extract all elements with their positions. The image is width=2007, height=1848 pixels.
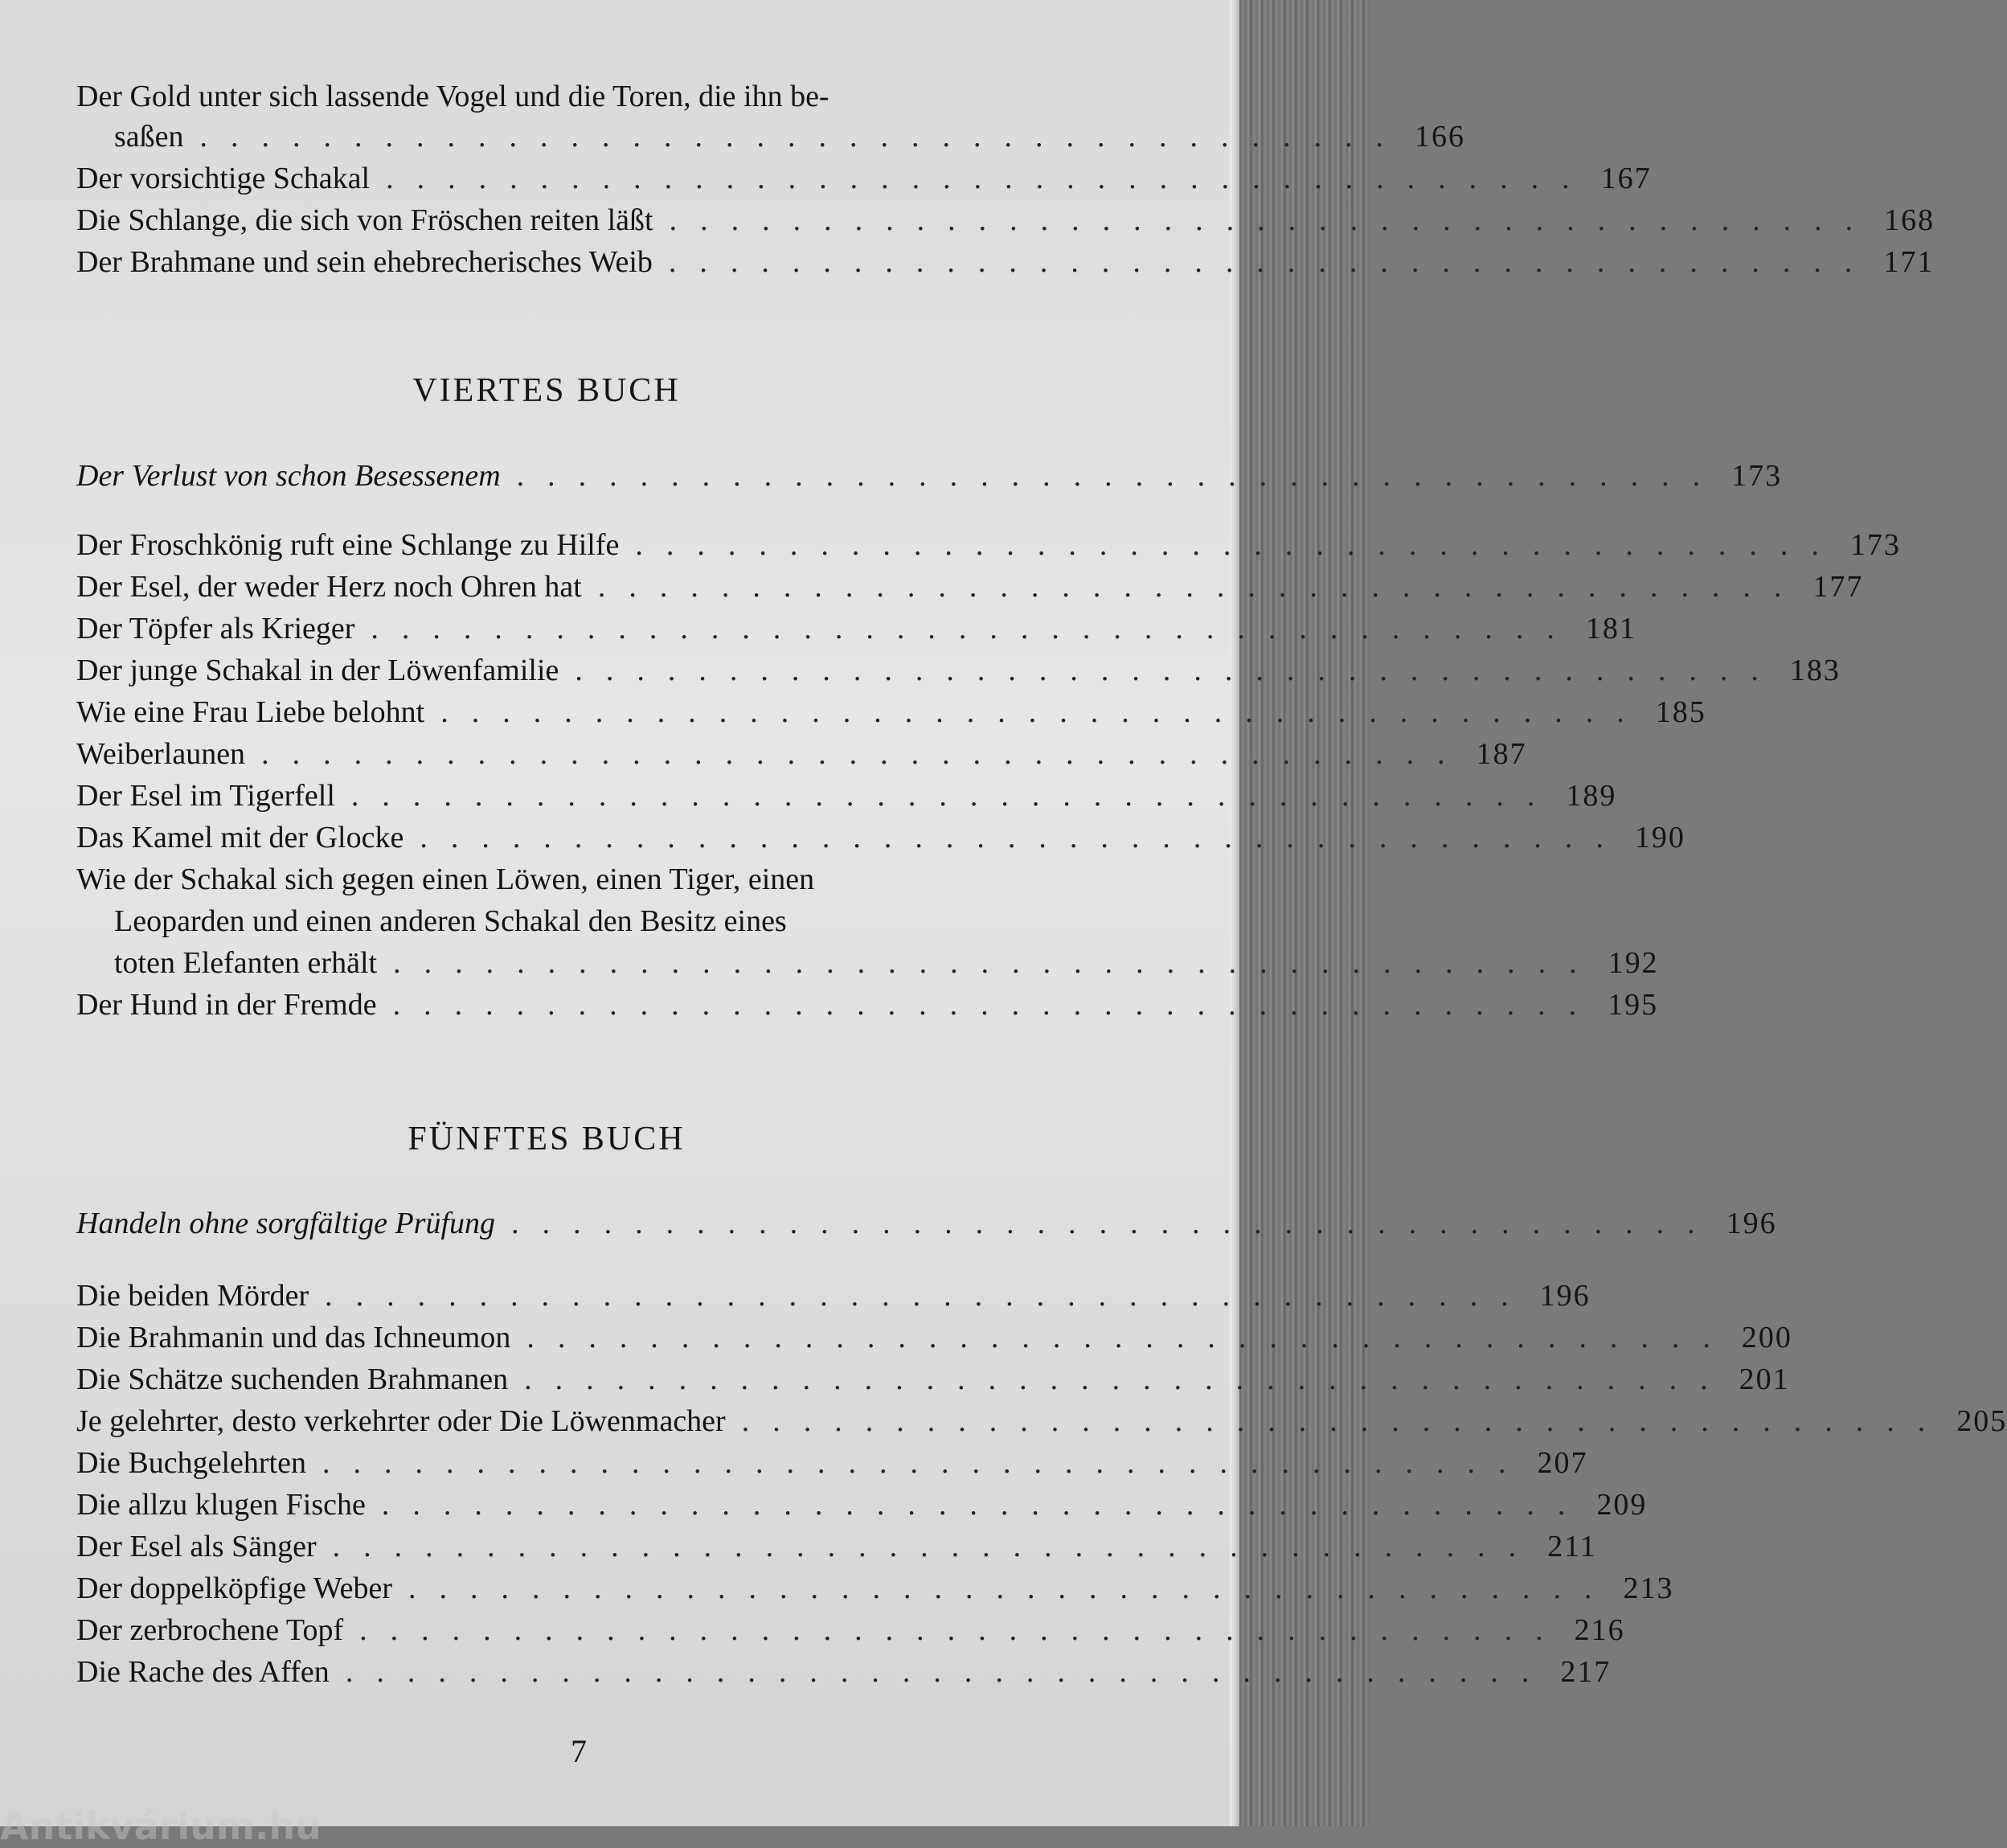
dot-leader: ....................................... xyxy=(261,737,1468,771)
toc-entry-page: 217 xyxy=(1560,1655,1612,1689)
dot-leader: ....................................... xyxy=(345,1655,1553,1689)
toc-entry xyxy=(76,1445,1588,1487)
toc-entry xyxy=(76,1612,1625,1654)
toc-entry xyxy=(76,611,1636,653)
toc-entry xyxy=(76,1278,1591,1320)
toc-entry xyxy=(76,778,1617,820)
section-heading-book-4: VIERTES BUCH xyxy=(412,372,681,409)
toc-entry-page: 195 xyxy=(1608,988,1659,1022)
dot-leader: ....................................... xyxy=(440,695,1648,729)
toc-entry-page: 181 xyxy=(1585,612,1636,645)
dot-leader: ....................................... xyxy=(325,1279,1532,1313)
dot-leader: ....................................... xyxy=(408,1571,1616,1605)
toc-entry-title: Wie eine Frau Liebe belohnt xyxy=(76,695,425,729)
toc-entry-title: Die Schätze suchenden Brahmanen xyxy=(76,1362,509,1396)
toc-entry-page: 196 xyxy=(1539,1279,1591,1313)
toc-entry-page: 168 xyxy=(1884,203,1935,237)
toc-entry xyxy=(76,527,1901,569)
toc-entry-title-line: Der Gold unter sich lassende Vogel und die Toren, die ihn be- xyxy=(76,80,829,113)
toc-entry-page: 200 xyxy=(1741,1321,1792,1354)
toc-entry-page: 166 xyxy=(1415,120,1466,154)
dot-leader: ....................................... xyxy=(669,203,1877,237)
toc-entry-page: 196 xyxy=(1726,1207,1777,1240)
dot-leader: ....................................... xyxy=(575,654,1782,687)
toc-entry-title: Handeln ohne sorgfältige Prüfung xyxy=(76,1207,496,1240)
toc-entry-title-line: Wie der Schakal sich gegen einen Löwen, einen Tiger, einen xyxy=(76,863,815,896)
dot-leader: ....................................... xyxy=(322,1446,1530,1480)
toc-entry-page: 201 xyxy=(1739,1362,1790,1396)
toc-entry-title: Die allzu klugen Fische xyxy=(76,1488,366,1522)
dot-leader: ....................................... xyxy=(524,1362,1731,1396)
section-heading-book-5: FÜNFTES BUCH xyxy=(408,1121,686,1158)
toc-entry xyxy=(114,945,1659,987)
toc-entry-page: 216 xyxy=(1574,1613,1625,1647)
toc-entry-title: Der vorsichtige Schakal xyxy=(76,162,371,195)
toc-entry-title: Die Brahmanin und das Ichneumon xyxy=(76,1321,511,1354)
toc-entry-page: 209 xyxy=(1596,1488,1648,1522)
toc-entry xyxy=(76,1571,1674,1612)
dot-leader: ....................................... xyxy=(526,1321,1734,1354)
toc-entry xyxy=(76,987,1659,1029)
toc-entry-title: Der Verlust von schon Besessenem xyxy=(76,459,501,493)
toc-frame-story xyxy=(76,1206,1777,1248)
toc-entry xyxy=(76,736,1527,778)
toc-entry-page: 190 xyxy=(1634,821,1685,854)
toc-entry-page: 213 xyxy=(1623,1571,1674,1605)
toc-entry xyxy=(76,1654,1612,1696)
toc-entry-title: Der Töpfer als Krieger xyxy=(76,612,355,645)
toc-entry-page: 211 xyxy=(1547,1530,1597,1563)
dot-leader: ....................................... xyxy=(420,821,1627,854)
toc-entry xyxy=(114,119,1466,161)
toc-entry xyxy=(76,1529,1597,1571)
watermark-text: Antikvárium.hu xyxy=(0,1805,322,1848)
toc-entry-page: 173 xyxy=(1849,528,1901,562)
toc-entry-title: Der junge Schakal in der Löwenfamilie xyxy=(76,654,559,687)
dot-leader: ....................................... xyxy=(393,946,1600,980)
toc-entry xyxy=(76,820,1685,862)
toc-entry-title: Der doppelköpfige Weber xyxy=(76,1571,392,1605)
toc-entry-title: Der Brahmane und sein ehebrecherisches Weib xyxy=(76,245,653,279)
toc-entry xyxy=(76,653,1841,695)
toc-entry-title: Je gelehrter, desto verkehrter oder Die Löwenmacher xyxy=(76,1404,726,1438)
toc-entry-title: Die beiden Mörder xyxy=(76,1279,309,1313)
dot-leader: ....................................... xyxy=(511,1207,1718,1240)
toc-entry-page: 192 xyxy=(1608,946,1659,980)
toc-entry-page: 187 xyxy=(1476,737,1527,771)
toc-entry xyxy=(76,203,1935,244)
toc-entry xyxy=(76,161,1652,203)
toc-entry xyxy=(76,695,1706,736)
toc-entry-title-line: Leoparden und einen anderen Schakal den Besitz eines xyxy=(114,904,787,938)
dot-leader: ....................................... xyxy=(332,1530,1540,1563)
toc-entry-page: 183 xyxy=(1789,654,1841,687)
toc-entry-title: Der Esel, der weder Herz noch Ohren hat xyxy=(76,570,582,604)
toc-entry-page: 189 xyxy=(1566,779,1617,813)
toc-entry-title: Die Buchgelehrten xyxy=(76,1446,306,1480)
toc-entry-title: Der Esel im Tigerfell xyxy=(76,779,335,813)
toc-entry-title: Der Hund in der Fremde xyxy=(76,988,377,1022)
dot-leader: ....................................... xyxy=(597,570,1805,604)
toc-entry-page: 177 xyxy=(1812,570,1864,604)
toc-entry xyxy=(76,1362,1790,1403)
toc-entry-page: 205 xyxy=(1956,1404,2007,1438)
toc-entry xyxy=(76,1403,2007,1445)
toc-frame-story xyxy=(76,458,1783,500)
dot-leader: ....................................... xyxy=(635,528,1842,562)
dot-leader: ....................................... xyxy=(392,988,1600,1022)
toc-entry-title: Die Rache des Affen xyxy=(76,1655,330,1689)
toc-entry-page: 167 xyxy=(1600,162,1652,195)
toc-entry-title: saßen xyxy=(114,120,184,154)
toc-entry-title: Der Esel als Sänger xyxy=(76,1530,317,1563)
dot-leader: ....................................... xyxy=(371,612,1578,645)
toc-entry-title: Das Kamel mit der Glocke xyxy=(76,821,404,854)
toc-entry-page: 185 xyxy=(1655,695,1706,729)
dot-leader: ....................................... xyxy=(381,1488,1589,1522)
toc-entry-page: 173 xyxy=(1731,459,1783,493)
toc-entry xyxy=(76,1487,1648,1529)
dot-leader: ....................................... xyxy=(350,779,1558,813)
toc-entry xyxy=(76,244,1935,286)
dot-leader: ....................................... xyxy=(199,120,1407,154)
toc-entry xyxy=(76,569,1864,611)
dot-leader: ....................................... xyxy=(741,1404,1949,1438)
toc-entry-title: toten Elefanten erhält xyxy=(114,946,378,980)
toc-entry-title: Die Schlange, die sich von Fröschen reiten läßt xyxy=(76,203,653,237)
dot-leader: ....................................... xyxy=(386,162,1593,195)
toc-entry-title: Der zerbrochene Topf xyxy=(76,1613,344,1647)
toc-entry-title: Weiberlaunen xyxy=(76,737,246,771)
dot-leader: ....................................... xyxy=(359,1613,1567,1647)
dot-leader: ....................................... xyxy=(668,245,1876,279)
toc-entry-page: 207 xyxy=(1537,1446,1588,1480)
page-number: 7 xyxy=(571,1733,587,1769)
toc-entry xyxy=(76,1320,1792,1362)
toc-entry-title: Der Froschkönig ruft eine Schlange zu Hilfe xyxy=(76,528,620,562)
dot-leader: ....................................... xyxy=(516,459,1724,493)
toc-entry-page: 171 xyxy=(1883,245,1935,279)
